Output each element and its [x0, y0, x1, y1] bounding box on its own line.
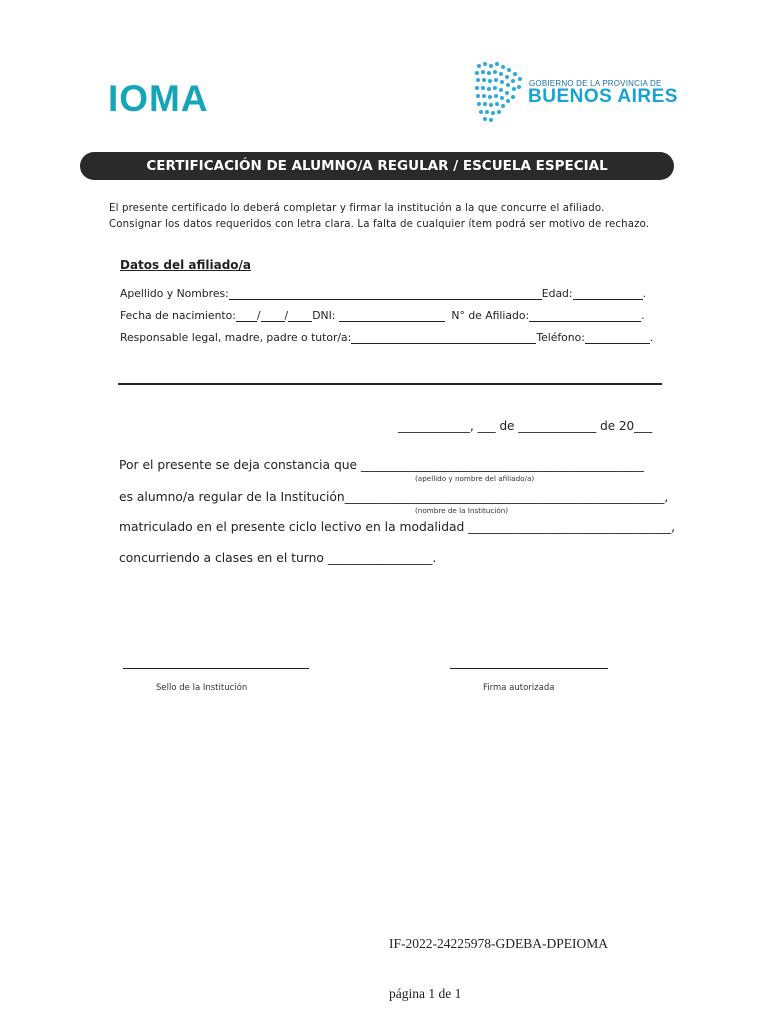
- firma-signature-line[interactable]: [450, 668, 608, 669]
- dni-label: DNI:: [312, 309, 336, 322]
- caption-institucion: (nombre de la Institución): [415, 506, 509, 515]
- fecha-month-field[interactable]: [261, 309, 285, 322]
- ioma-logo: IOMA: [108, 78, 209, 119]
- sello-label: Sello de la Institución: [156, 683, 248, 693]
- intro-line-1: El presente certificado lo deberá completar y firmar la institución a la que concurre el afiliado.: [109, 203, 605, 214]
- sello-signature-line[interactable]: [123, 668, 309, 669]
- afiliado-label: N° de Afiliado:: [451, 309, 530, 322]
- afiliado-field[interactable]: [529, 309, 641, 322]
- section-divider: [118, 383, 662, 385]
- edad-label: Edad:: [541, 287, 573, 300]
- fecha-row: [120, 309, 645, 322]
- document-title: CERTIFICACIÓN DE ALUMNO/A REGULAR / ESCUELA ESPECIAL: [146, 158, 608, 174]
- responsable-row: [120, 331, 653, 344]
- dni-field[interactable]: [339, 309, 445, 322]
- firma-label: Firma autorizada: [483, 683, 555, 693]
- apellido-label: Apellido y Nombres:: [120, 287, 229, 300]
- body-line-4[interactable]: concurriendo a clases en el turno _________________.: [119, 551, 437, 565]
- fecha-label: Fecha de nacimiento:: [120, 309, 236, 322]
- buenos-aires-map-icon: [473, 60, 525, 124]
- fecha-day-field[interactable]: [236, 309, 257, 322]
- intro-line-2: Consignar los datos requeridos con letra clara. La falta de cualquier ítem podrá ser motivo de rechazo.: [109, 218, 650, 230]
- gba-logo-subtitle: GOBIERNO DE LA PROVINCIA DE: [529, 79, 662, 88]
- body-line-1[interactable]: Por el presente se deja constancia que ______________________________________________: [119, 458, 644, 472]
- apellido-row: [120, 287, 646, 300]
- body-line-3[interactable]: matriculado en el presente ciclo lectivo en la modalidad _________________________________,: [119, 520, 676, 534]
- fecha-year-field[interactable]: [288, 309, 312, 322]
- telefono-field[interactable]: [585, 331, 650, 344]
- apellido-field[interactable]: [229, 287, 542, 300]
- responsable-label: Responsable legal, madre, padre o tutor/a:: [120, 331, 352, 344]
- fecha-slash-2: /: [284, 309, 289, 322]
- body-line-2[interactable]: es alumno/a regular de la Institución____________________________________________________,: [119, 490, 669, 504]
- telefono-period: .: [649, 331, 654, 344]
- responsable-field[interactable]: [351, 331, 536, 344]
- intro-text: [109, 201, 649, 232]
- section-title: Datos del afiliado/a: [120, 258, 252, 272]
- page-number: página 1 de 1: [389, 986, 462, 1001]
- edad-field[interactable]: [573, 287, 643, 300]
- telefono-label: Teléfono:: [536, 331, 585, 344]
- edad-period: .: [642, 287, 646, 300]
- caption-afiliado: (apellido y nombre del afiliado/a): [415, 474, 535, 483]
- afiliado-period: .: [641, 309, 645, 322]
- date-line[interactable]: ____________, ___ de _____________ de 20___: [398, 419, 653, 433]
- document-id: IF-2022-24225978-GDEBA-DPEIOMA: [389, 936, 608, 951]
- fecha-slash-1: /: [256, 309, 261, 322]
- gba-logo-title: BUENOS AIRES: [528, 86, 678, 107]
